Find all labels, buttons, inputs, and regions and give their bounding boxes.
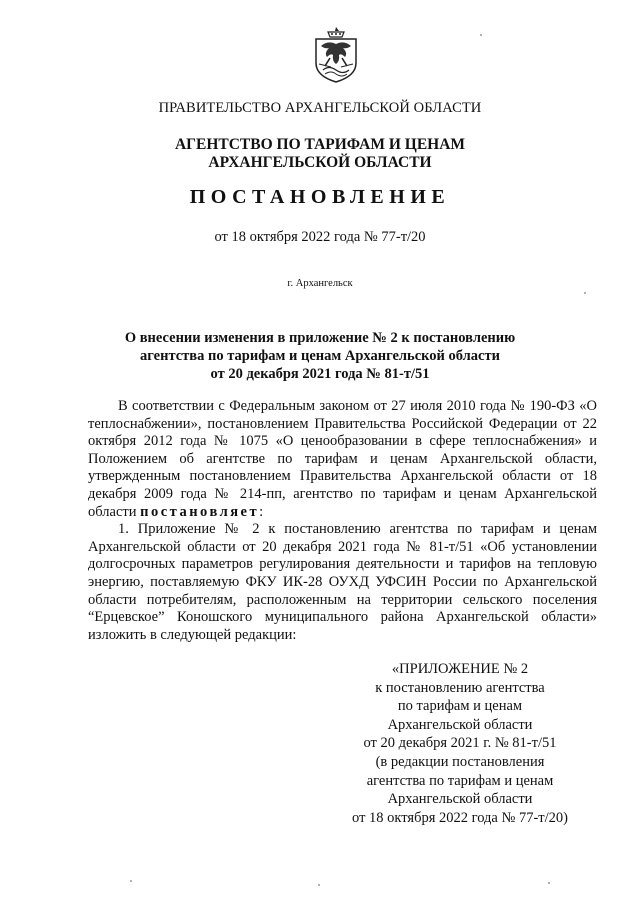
scan-speck [584,292,586,294]
scan-speck [318,884,320,886]
appendix-line: (в редакции постановления [375,753,545,770]
scan-speck [480,34,482,36]
appendix-line: Архангельской области [387,716,533,733]
government-name: ПРАВИТЕЛЬСТВО АРХАНГЕЛЬСКОЙ ОБЛАСТИ [158,100,482,116]
subject-line-3: от 20 декабря 2021 года № 81-т/51 [210,366,430,382]
appendix-line: от 18 октября 2022 года № 77-т/20) [352,809,568,826]
scan-speck [130,880,132,882]
appendix-line: агентства по тарифам и ценам [366,772,554,789]
subject-line-1: О внесении изменения в приложение № 2 к постановлению [124,330,516,346]
document-date-number: от 18 октября 2022 года № 77-т/20 [214,229,426,245]
document-subject [0,329,640,383]
body-paragraph-2: 1. Приложение № 2 к постановлению агентства по тарифам и ценам Архангельской области от 20 декабря 2021 года № 81-т/51 «Об установлении долгосрочных параметров регулирования деятельности и тарифов на тепловую энергию, поставляемую ФКУ ИК-28 ОУХД УФСИН России по Архангельской области потребителям, расположенным на территории сельского поселения “Ерцевское” Коношского муниципального района Архангельской области» изложить в следующей редакции: [88,521,597,643]
appendix-header [330,660,590,827]
agency-name [0,136,640,172]
scan-speck [548,882,550,884]
paragraph-1-text: В соответствии с Федеральным законом от 27 июля 2010 года № 190-ФЗ «О теплоснабжении», постановлением Правительства Российской Федерации от 22 октября 2012 года № 1075 «О ценообразовании в сфере теплоснабжения» и Положением об агентстве по тарифам и ценам Архангельской области, утвержденным постановлением Правительства Архангельской области от 18 декабря 2009 года № 214-пп, агентство по тарифам и ценам Архангельской области [88,398,597,520]
paragraph-1-end: : [259,503,264,520]
document-city: г. Архангельск [287,278,353,289]
appendix-line: Архангельской области [387,791,533,808]
coat-of-arms-icon [311,26,361,84]
decree-keyword: постановляет [140,503,260,520]
appendix-line: по тарифам и ценам [397,698,523,715]
appendix-line: «ПРИЛОЖЕНИЕ № 2 [391,661,529,677]
subject-line-2: агентства по тарифам и ценам Архангельской области [140,348,500,364]
document-type-title: ПОСТАНОВЛЕНИЕ [189,186,451,208]
agency-name-line-1: АГЕНТСТВО ПО ТАРИФАМ И ЦЕНАМ [174,136,466,153]
body-paragraph-1 [88,398,597,521]
appendix-line: от 20 декабря 2021 г. № 81-т/51 [363,735,557,752]
document-body [88,398,597,644]
appendix-line: к постановлению агентства [375,679,545,696]
agency-name-line-2: АРХАНГЕЛЬСКОЙ ОБЛАСТИ [208,154,432,171]
